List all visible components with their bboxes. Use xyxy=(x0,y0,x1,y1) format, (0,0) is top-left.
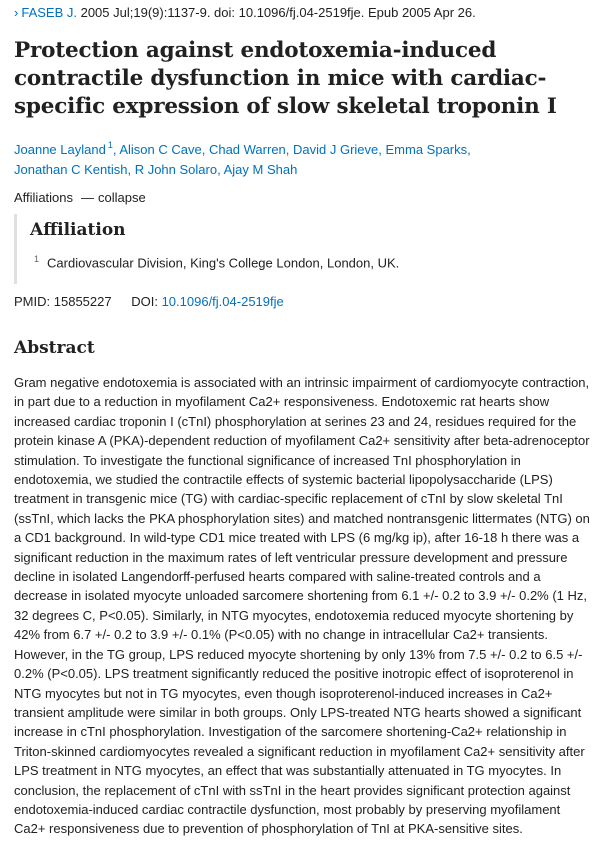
journal-link[interactable]: FASEB J. xyxy=(21,5,77,20)
author-link[interactable]: Jonathan C Kentish xyxy=(14,162,128,177)
collapse-dash-icon: — xyxy=(81,190,95,205)
affiliation-marker[interactable]: 1 xyxy=(107,140,113,150)
pmid-label: PMID: xyxy=(14,294,51,309)
author-link[interactable]: Chad Warren xyxy=(208,142,286,157)
author-link[interactable]: Ajay M Shah xyxy=(223,162,298,177)
article-title: Protection against endotoxemia-induced contractile dysfunction in mice with cardiac-specific expression of slow skeletal troponin I xyxy=(14,38,557,119)
author-link[interactable]: Joanne Layland $^1$ xyxy=(14,140,113,157)
doi-label: DOI: xyxy=(131,294,158,309)
pmid-value: 15855227 xyxy=(53,294,112,309)
affiliation-heading: Affiliation xyxy=(30,220,126,240)
article-identifiers xyxy=(14,294,284,309)
citation-details: 2005 Jul;19(9):1137-9. doi: 10.1096/fj.04-2519fje. Epub 2005 Apr 26. xyxy=(76,5,476,20)
author-link[interactable]: R John Solaro xyxy=(134,162,218,177)
affiliation-item xyxy=(30,254,574,270)
affiliations-label: Affiliations xyxy=(14,190,74,205)
affiliation-panel xyxy=(14,214,574,284)
chevron-right-icon[interactable]: › xyxy=(14,5,19,20)
author-link[interactable]: Emma Sparks xyxy=(385,142,468,157)
citation-line xyxy=(14,5,476,20)
affiliations-toggle[interactable] xyxy=(14,190,146,205)
abstract-heading: Abstract xyxy=(14,338,95,358)
collapse-button[interactable]: collapse xyxy=(98,190,146,205)
affiliation-text: Cardiovascular Division, King's College London, London, UK. xyxy=(47,255,400,271)
author-link[interactable]: David J Grieve xyxy=(293,142,379,157)
abstract-text: Gram negative endotoxemia is associated with an intrinsic impairment of cardiomyocyte contraction, in part due to a reduction in myofilament Ca2+ responsiveness. Endotoxemic rat hearts show increased cardiac troponin I (cTnI) phosphorylation at serines 23 and 24, residues required for the protein kinase A (PKA)-dependent reduction of myofilament Ca2+ sensitivity after beta-adrenoceptor stimulation. To investigate the functional significance of increased TnI phosphorylation in endotoxemia, we studied the contractile effects of systemic bacterial lipopolysaccharide (LPS) treatment in transgenic mice (TG) with cardiac-specific replacement of cTnI by slow skeletal TnI (ssTnI, which lacks the PKA phosphorylation sites) and matched nontransgenic littermates (NTG) on a CD1 background. In wild-type CD1 mice treated with LPS (6 mg/kg ip), after 16-18 h there was a significant reduction in the maximum rates of left ventricular pressure development and pressure decline in isolated Langendorff-perfused hearts compared with saline-treated controls and a decrease in isolated myocyte unloaded sarcomere shortening from 6.1 +/- 0.2 to 3.9 +/- 0.2% (1 Hz, 32 degrees C, P<0.05). Similarly, in NTG myocytes, endotoxemia reduced myocyte shortening by 42% from 6.7 +/- 0.2 to 3.9 +/- 0.1% (P<0.05) with no change in intracellular Ca2+ transients. However, in the TG group, LPS reduced myocyte shortening by only 13% from 7.5 +/- 0.2 to 6.5 +/- 0.2% (P<0.05). LPS treatment significantly reduced the positive inotropic effect of isoproterenol in NTG myocytes but not in TG myocytes, even though isoproterenol-induced increases in Ca2+ transient amplitude were similar in both groups. Only LPS-treated NTG hearts showed a significant increase in cTnI phosphorylation. Investigation of the sarcomere shortening-Ca2+ relationship in Triton-skinned cardiomyocytes revealed a significant reduction in myofilament Ca2+ sensitivity after LPS treatment in NTG myocytes, an effect that was substantially attenuated in TG myocytes. In conclusion, the replacement of cTnI with ssTnI in the heart provides significant protection against endotoxemia-induced cardiac contractile dysfunction, most probably by preserving myofilament Ca2+ responsiveness due to prevention of phosphorylation of TnI at PKA-sensitive sites. xyxy=(14,375,590,837)
author-link[interactable]: Alison C Cave xyxy=(119,142,202,157)
affiliation-number: 1 xyxy=(34,254,40,264)
doi-link[interactable]: 10.1096/fj.04-2519fje xyxy=(161,294,284,309)
author-list: Joanne Layland $^1$, Alison C Cave, Chad Warren, David J Grieve, Emma Sparks, Jonathan C Kentish, R John Solaro, Ajay M Shah xyxy=(14,140,471,177)
